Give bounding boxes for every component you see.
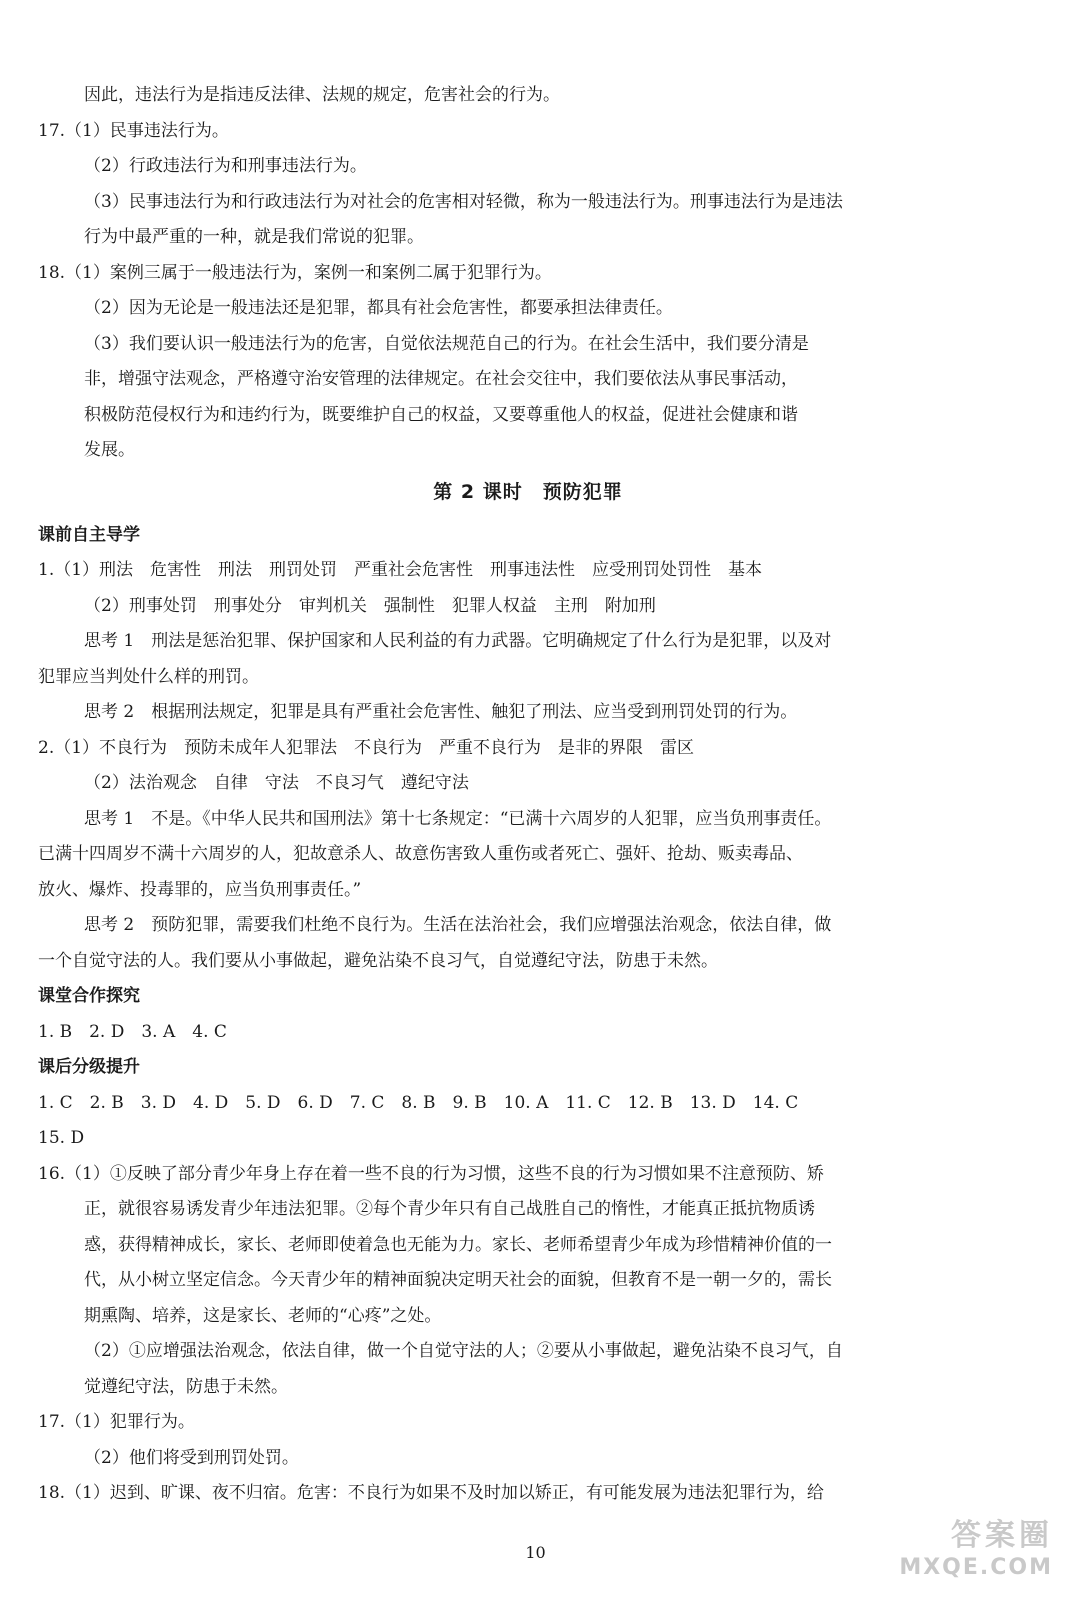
page-number: 10 — [525, 1543, 546, 1562]
text-line: 非，增强守法观念，严格遵守治安管理的法律规定。在社会交往中，我们要依法从事民事活动， — [84, 369, 798, 389]
text-line: 思考 2 根据刑法规定，犯罪是具有严重社会危害性、触犯了刑法、应当受到刑罚处罚的行为。 — [84, 702, 798, 722]
text-line: 17.（1）民事违法行为。 — [38, 120, 229, 141]
text-line: 放火、爆炸、投毒罪的，应当负刑事责任。” — [38, 879, 362, 900]
text-line: （2）刑事处罚 刑事处分 审判机关 强制性 犯罪人权益 主刑 附加刑 — [84, 595, 656, 616]
text-line: 因此，违法行为是指违反法律、法规的规定，危害社会的行为。 — [84, 85, 560, 105]
answer-line: 1. B 2. D 3. A 4. C — [38, 1021, 227, 1042]
text-line: 1.（1）刑法 危害性 刑法 刑罚处罚 严重社会危害性 刑事违法性 应受刑罚处罚性 基本 — [38, 560, 763, 580]
section-classroom-answers — [38, 1015, 1018, 1051]
text-line: 期熏陶、培养，这是家长、老师的“心疼”之处。 — [84, 1305, 442, 1326]
section-title-after-class: 课后分级提升 — [38, 1057, 140, 1077]
text-line: 思考 1 刑法是惩治犯罪、保护国家和人民利益的有力武器。它明确规定了什么行为是犯罪，以及对 — [84, 631, 832, 651]
document-body — [38, 78, 1018, 1512]
text-line: 思考 2 预防犯罪，需要我们杜绝不良行为。生活在法治社会，我们应增强法治观念，依法自律，做 — [84, 915, 832, 935]
watermark-logo-text: 答案圈 — [951, 1518, 1053, 1553]
text-line: （2）他们将受到刑罚处罚。 — [84, 1447, 299, 1468]
watermark-url: MXQE.COM — [899, 1555, 1053, 1580]
text-line: 一个自觉守法的人。我们要从小事做起，避免沾染不良习气，自觉遵纪守法，防患于未然。 — [38, 950, 718, 971]
text-line: （2）法治观念 自律 守法 不良习气 遵纪守法 — [84, 773, 469, 793]
text-line: 思考 1 不是。《中华人民共和国刑法》第十七条规定：“已满十六周岁的人犯罪，应当负刑事责任。 — [84, 808, 832, 829]
lesson-title: 第 2 课时 预防犯罪 — [433, 480, 623, 503]
section-preview-answers — [38, 553, 1018, 979]
text-line: （2）因为无论是一般违法还是犯罪，都具有社会危害性，都要承担法律责任。 — [84, 298, 673, 318]
text-line: （3）民事违法行为和行政违法行为对社会的危害相对轻微，称为一般违法行为。刑事违法行为是违法 — [84, 191, 843, 212]
text-line: （3）我们要认识一般违法行为的危害，自觉依法规范自己的行为。在社会生活中，我们要分清是 — [84, 333, 809, 354]
section-title-classroom: 课堂合作探究 — [38, 986, 140, 1006]
section-after-class-answers — [38, 1086, 1018, 1512]
text-line: 18.（1）迟到、旷课、夜不归宿。危害：不良行为如果不及时加以矫正，有可能发展为违法犯罪行为，给 — [38, 1483, 824, 1503]
text-line: 2.（1）不良行为 预防未成年人犯罪法 不良行为 严重不良行为 是非的界限 雷区 — [38, 737, 695, 758]
text-line: 1. C 2. B 3. D 4. D 5. D 6. D 7. C 8. B 9. B 10. A 11. C 12. B 13. D 14. C — [38, 1092, 799, 1113]
text-line: 发展。 — [84, 440, 135, 460]
answers-previous-lesson — [38, 78, 1018, 469]
text-line: 17.（1）犯罪行为。 — [38, 1412, 195, 1432]
text-line: （2）①应增强法治观念，依法自律，做一个自觉守法的人；②要从小事做起，避免沾染不良习气，自 — [84, 1341, 843, 1361]
text-line: 犯罪应当判处什么样的刑罚。 — [38, 666, 259, 687]
text-line: 正，就很容易诱发青少年违法犯罪。②每个青少年只有自己战胜自己的惰性，才能真正抵抗物质诱 — [84, 1199, 815, 1219]
section-title-preview: 课前自主导学 — [38, 524, 140, 545]
text-line: 已满十四周岁不满十六周岁的人，犯故意杀人、故意伤害致人重伤或者死亡、强奸、抢劫、贩卖毒品、 — [38, 844, 803, 864]
text-line: 18.（1）案例三属于一般违法行为，案例一和案例二属于犯罪行为。 — [38, 262, 552, 283]
text-line: 积极防范侵权行为和违约行为，既要维护自己的权益，又要尊重他人的权益，促进社会健康和谐 — [84, 404, 798, 425]
text-line: 15. D — [38, 1128, 85, 1148]
text-line: 代，从小树立坚定信念。今天青少年的精神面貌决定明天社会的面貌，但教育不是一朝一夕的，需长 — [84, 1270, 832, 1290]
text-line: 惑，获得精神成长，家长、老师即使着急也无能为力。家长、老师希望青少年成为珍惜精神价值的一 — [84, 1234, 832, 1255]
text-line: （2）行政违法行为和刑事违法行为。 — [84, 156, 367, 176]
text-line: 觉遵纪守法，防患于未然。 — [84, 1376, 288, 1397]
text-line: 行为中最严重的一种，就是我们常说的犯罪。 — [84, 227, 424, 247]
watermark-logo — [853, 1518, 1053, 1586]
text-line: 16.（1）①反映了部分青少年身上存在着一些不良的行为习惯，这些不良的行为习惯如果不注意预防、矫 — [38, 1163, 824, 1184]
